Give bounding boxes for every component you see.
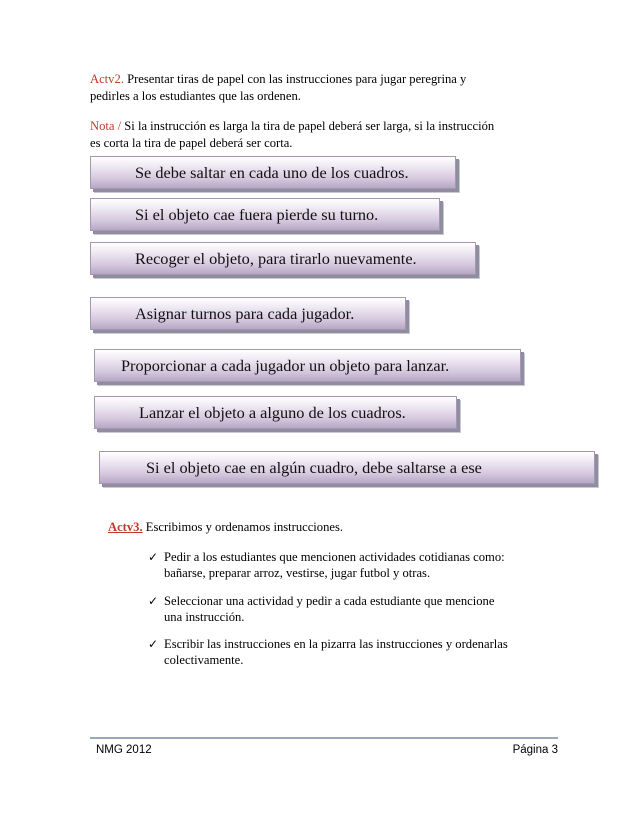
list-item — [148, 636, 568, 670]
actv2-text-line1: Presentar tiras de papel con las instrucciones para jugar peregrina y — [123, 72, 467, 86]
instruction-strip — [94, 349, 521, 382]
instruction-strip — [90, 297, 406, 330]
strip-text: Lanzar el objeto a alguno de los cuadros. — [139, 403, 406, 422]
actv3-heading — [108, 519, 343, 536]
actv2-paragraph — [90, 71, 560, 104]
actv2-line1 — [90, 71, 560, 88]
nota-line1 — [90, 118, 570, 135]
checkmark-icon: ✓ — [148, 637, 159, 651]
instruction-strip — [99, 451, 595, 484]
actv3-text: Escribimos y ordenamos instrucciones. — [142, 520, 344, 534]
list-item — [148, 549, 568, 583]
actv3-label: Actv3. — [108, 520, 143, 534]
strip-text: Se debe saltar en cada uno de los cuadros. — [135, 163, 409, 182]
strip-text: Si el objeto cae en algún cuadro, debe saltarse a ese — [146, 458, 482, 477]
strip-text: Proporcionar a cada jugador un objeto para lanzar. — [121, 356, 450, 375]
list-item — [148, 593, 568, 627]
instruction-strip — [90, 242, 476, 275]
nota-label: Nota / — [90, 119, 122, 133]
nota-text-line1: Si la instrucción es larga la tira de papel deberá ser larga, si la instrucción — [121, 119, 495, 133]
actv2-text-line2: pedirles a los estudiantes que las ordenen. — [90, 88, 301, 103]
strip-text: Si el objeto cae fuera pierde su turno. — [135, 205, 379, 224]
footer-left: NMG 2012 — [96, 744, 152, 756]
instruction-strip — [94, 396, 457, 429]
strip-text: Asignar turnos para cada jugador. — [135, 304, 355, 323]
list-item-text: Seleccionar una actividad y pedir a cada estudiante que mencione una instrucción. — [164, 594, 495, 624]
instruction-strip — [90, 198, 440, 231]
footer-page-number: Página 3 — [512, 744, 558, 756]
instruction-strip — [90, 156, 456, 189]
checkmark-icon: ✓ — [148, 594, 159, 608]
footer-divider — [90, 737, 558, 739]
checkmark-icon: ✓ — [148, 550, 159, 564]
nota-paragraph — [90, 118, 570, 151]
nota-text-line2: es corta la tira de papel deberá ser corta. — [90, 135, 293, 150]
list-item-text: Escribir las instrucciones en la pizarra las instrucciones y ordenarlas colectivamente. — [164, 637, 508, 667]
list-item-text: Pedir a los estudiantes que mencionen actividades cotidianas como: bañarse, preparar arroz, vestirse, jugar futbol y otras. — [164, 550, 505, 580]
actv2-label: Actv2. — [90, 72, 124, 86]
strip-text: Recoger el objeto, para tirarlo nuevamente. — [135, 249, 417, 268]
